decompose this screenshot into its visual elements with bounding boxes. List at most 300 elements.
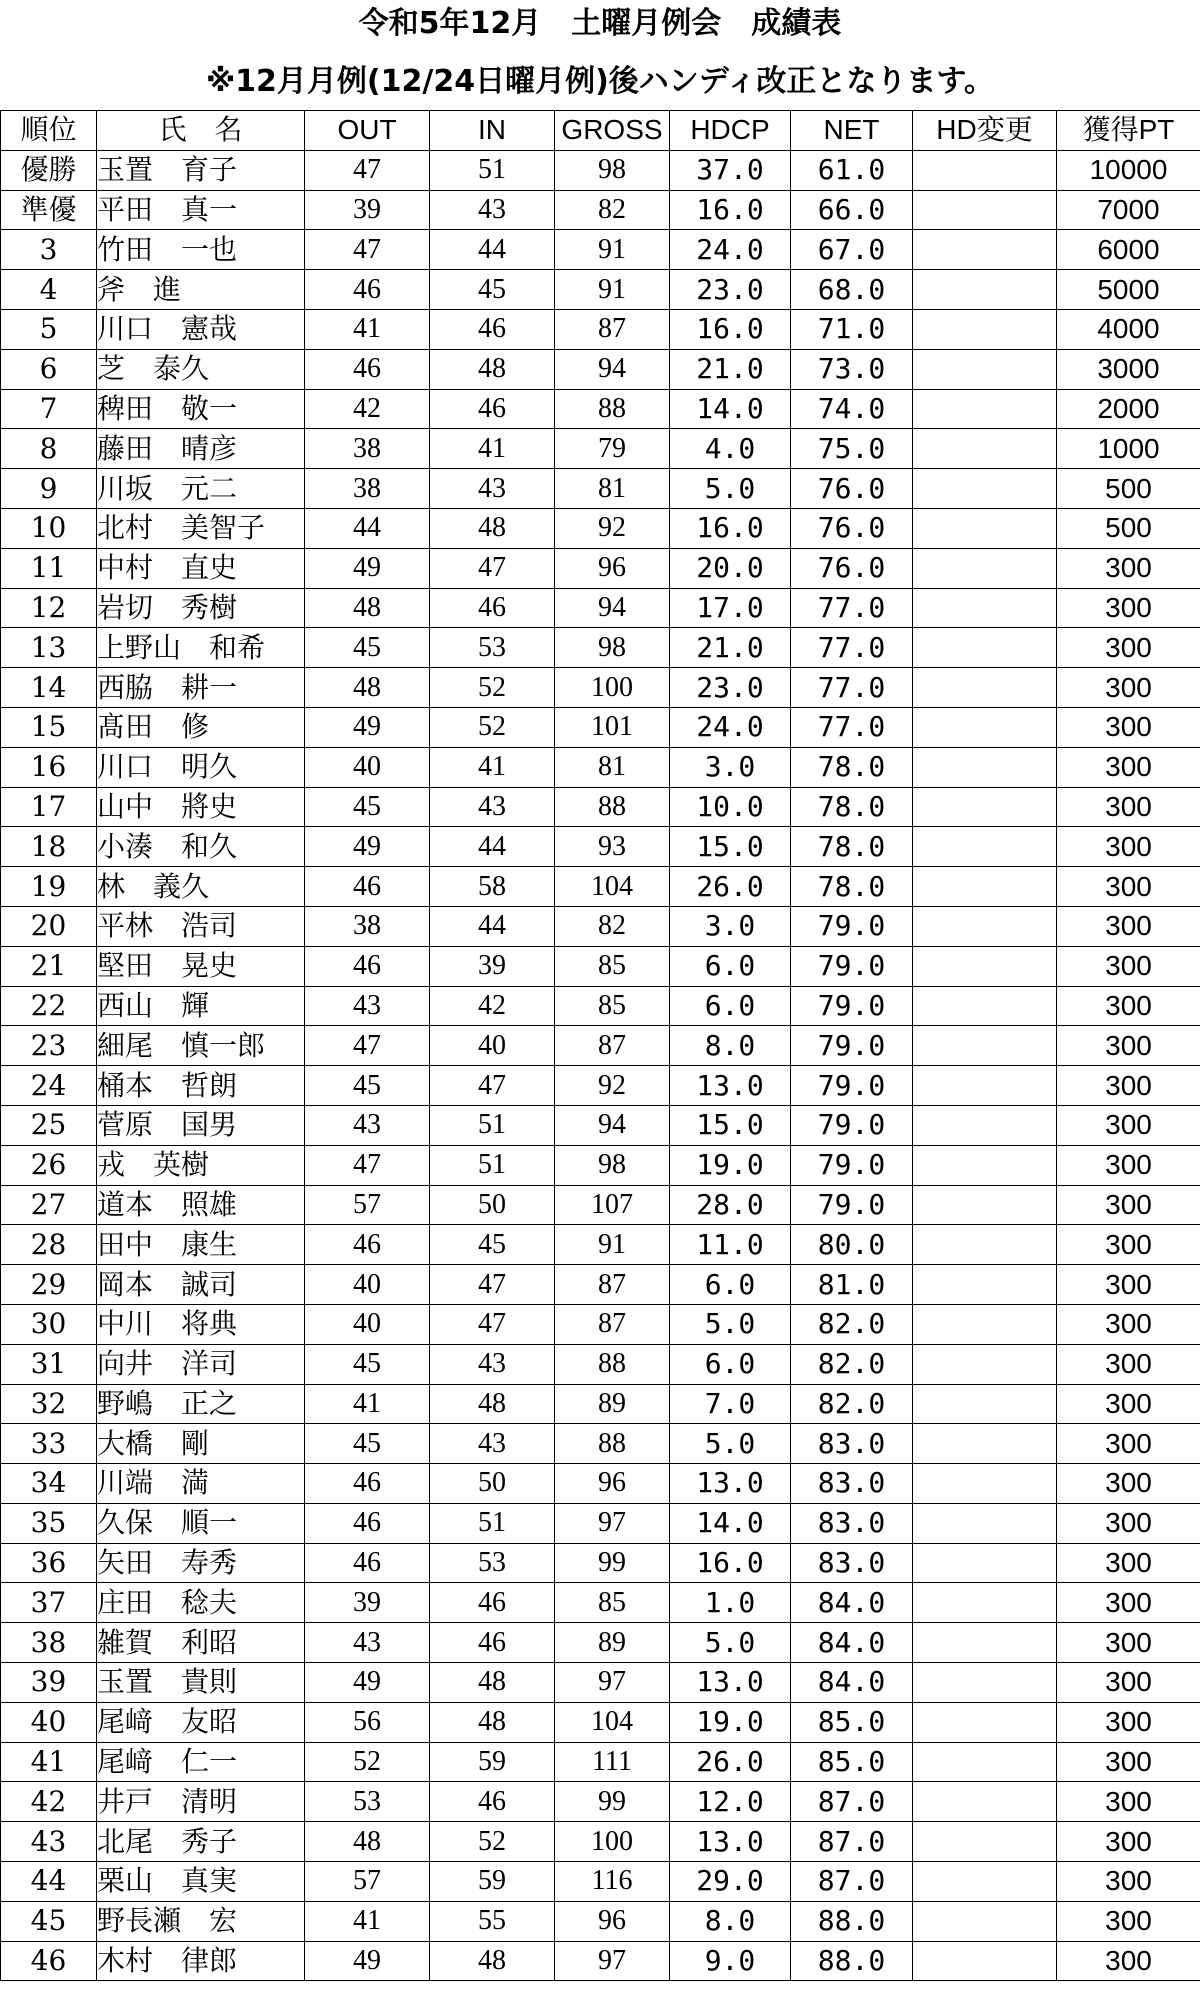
hd-change-cell bbox=[913, 747, 1057, 787]
points-cell: 6000 bbox=[1057, 230, 1200, 270]
table-row bbox=[1, 1265, 1200, 1305]
out-score-cell: 46 bbox=[305, 1543, 430, 1583]
gross-score-cell: 89 bbox=[555, 1384, 670, 1424]
hdcp-cell: 16.0 bbox=[670, 508, 791, 548]
out-score-cell: 44 bbox=[305, 508, 430, 548]
hdcp-cell: 11.0 bbox=[670, 1225, 791, 1265]
net-score-cell: 85.0 bbox=[791, 1702, 913, 1742]
col-header-hdcp: HDCP bbox=[670, 111, 791, 151]
table-row bbox=[1, 469, 1200, 509]
out-score-cell: 41 bbox=[305, 1384, 430, 1424]
rank-cell: 44 bbox=[1, 1862, 97, 1902]
hd-change-cell bbox=[913, 1105, 1057, 1145]
name-cell: 堅田 晃史 bbox=[97, 946, 305, 986]
name-cell: 稗田 敬一 bbox=[97, 389, 305, 429]
gross-score-cell: 94 bbox=[555, 349, 670, 389]
in-score-cell: 48 bbox=[430, 1663, 555, 1703]
rank-cell: 38 bbox=[1, 1623, 97, 1663]
points-cell: 300 bbox=[1057, 1464, 1200, 1504]
out-score-cell: 40 bbox=[305, 747, 430, 787]
name-cell: 竹田 一也 bbox=[97, 230, 305, 270]
net-score-cell: 83.0 bbox=[791, 1464, 913, 1504]
gross-score-cell: 93 bbox=[555, 827, 670, 867]
hd-change-cell bbox=[913, 668, 1057, 708]
gross-score-cell: 100 bbox=[555, 1822, 670, 1862]
name-cell: 道本 照雄 bbox=[97, 1185, 305, 1225]
hd-change-cell bbox=[913, 1782, 1057, 1822]
table-row bbox=[1, 1185, 1200, 1225]
rank-cell: 24 bbox=[1, 1066, 97, 1106]
rank-cell: 11 bbox=[1, 548, 97, 588]
gross-score-cell: 91 bbox=[555, 1225, 670, 1265]
hd-change-cell bbox=[913, 588, 1057, 628]
hdcp-cell: 13.0 bbox=[670, 1663, 791, 1703]
in-score-cell: 42 bbox=[430, 986, 555, 1026]
points-cell: 300 bbox=[1057, 548, 1200, 588]
rank-cell: 41 bbox=[1, 1742, 97, 1782]
out-score-cell: 45 bbox=[305, 1066, 430, 1106]
in-score-cell: 51 bbox=[430, 1145, 555, 1185]
gross-score-cell: 82 bbox=[555, 906, 670, 946]
results-table bbox=[0, 110, 1200, 1981]
net-score-cell: 78.0 bbox=[791, 827, 913, 867]
table-row bbox=[1, 1702, 1200, 1742]
hdcp-cell: 23.0 bbox=[670, 668, 791, 708]
hd-change-cell bbox=[913, 707, 1057, 747]
gross-score-cell: 88 bbox=[555, 787, 670, 827]
net-score-cell: 78.0 bbox=[791, 867, 913, 907]
hd-change-cell bbox=[913, 1941, 1057, 1981]
net-score-cell: 82.0 bbox=[791, 1304, 913, 1344]
hd-change-cell bbox=[913, 1702, 1057, 1742]
hd-change-cell bbox=[913, 548, 1057, 588]
net-score-cell: 71.0 bbox=[791, 309, 913, 349]
table-row bbox=[1, 1344, 1200, 1384]
out-score-cell: 38 bbox=[305, 429, 430, 469]
out-score-cell: 45 bbox=[305, 787, 430, 827]
in-score-cell: 48 bbox=[430, 1941, 555, 1981]
col-header-in: IN bbox=[430, 111, 555, 151]
points-cell: 300 bbox=[1057, 1503, 1200, 1543]
out-score-cell: 43 bbox=[305, 986, 430, 1026]
in-score-cell: 43 bbox=[430, 190, 555, 230]
points-cell: 300 bbox=[1057, 946, 1200, 986]
hdcp-cell: 23.0 bbox=[670, 270, 791, 310]
table-row bbox=[1, 1424, 1200, 1464]
points-cell: 2000 bbox=[1057, 389, 1200, 429]
name-cell: 平林 浩司 bbox=[97, 906, 305, 946]
rank-cell: 46 bbox=[1, 1941, 97, 1981]
rank-cell: 8 bbox=[1, 429, 97, 469]
net-score-cell: 77.0 bbox=[791, 628, 913, 668]
points-cell: 300 bbox=[1057, 1822, 1200, 1862]
points-cell: 300 bbox=[1057, 1742, 1200, 1782]
gross-score-cell: 96 bbox=[555, 1901, 670, 1941]
rank-cell: 25 bbox=[1, 1105, 97, 1145]
gross-score-cell: 87 bbox=[555, 1304, 670, 1344]
rank-cell: 16 bbox=[1, 747, 97, 787]
table-row bbox=[1, 946, 1200, 986]
in-score-cell: 48 bbox=[430, 1702, 555, 1742]
net-score-cell: 83.0 bbox=[791, 1503, 913, 1543]
in-score-cell: 52 bbox=[430, 707, 555, 747]
rank-cell: 優勝 bbox=[1, 150, 97, 190]
hdcp-cell: 28.0 bbox=[670, 1185, 791, 1225]
points-cell: 300 bbox=[1057, 1225, 1200, 1265]
in-score-cell: 43 bbox=[430, 469, 555, 509]
table-row bbox=[1, 349, 1200, 389]
points-cell: 300 bbox=[1057, 906, 1200, 946]
hd-change-cell bbox=[913, 1464, 1057, 1504]
hd-change-cell bbox=[913, 429, 1057, 469]
net-score-cell: 68.0 bbox=[791, 270, 913, 310]
in-score-cell: 47 bbox=[430, 1265, 555, 1305]
out-score-cell: 46 bbox=[305, 1464, 430, 1504]
hd-change-cell bbox=[913, 349, 1057, 389]
out-score-cell: 47 bbox=[305, 1145, 430, 1185]
points-cell: 500 bbox=[1057, 469, 1200, 509]
hd-change-cell bbox=[913, 1185, 1057, 1225]
hd-change-cell bbox=[913, 309, 1057, 349]
gross-score-cell: 88 bbox=[555, 1344, 670, 1384]
rank-cell: 3 bbox=[1, 230, 97, 270]
table-row bbox=[1, 270, 1200, 310]
table-row bbox=[1, 150, 1200, 190]
net-score-cell: 67.0 bbox=[791, 230, 913, 270]
name-cell: 井戸 清明 bbox=[97, 1782, 305, 1822]
gross-score-cell: 89 bbox=[555, 1623, 670, 1663]
net-score-cell: 76.0 bbox=[791, 508, 913, 548]
table-row bbox=[1, 309, 1200, 349]
hdcp-cell: 14.0 bbox=[670, 389, 791, 429]
net-score-cell: 79.0 bbox=[791, 946, 913, 986]
name-cell: 斧 進 bbox=[97, 270, 305, 310]
hdcp-cell: 16.0 bbox=[670, 309, 791, 349]
in-score-cell: 44 bbox=[430, 906, 555, 946]
table-row bbox=[1, 1623, 1200, 1663]
out-score-cell: 45 bbox=[305, 1344, 430, 1384]
in-score-cell: 59 bbox=[430, 1742, 555, 1782]
in-score-cell: 40 bbox=[430, 1026, 555, 1066]
net-score-cell: 79.0 bbox=[791, 1105, 913, 1145]
points-cell: 300 bbox=[1057, 827, 1200, 867]
points-cell: 300 bbox=[1057, 1702, 1200, 1742]
net-score-cell: 85.0 bbox=[791, 1742, 913, 1782]
col-header-net: NET bbox=[791, 111, 913, 151]
hdcp-cell: 16.0 bbox=[670, 190, 791, 230]
table-row bbox=[1, 827, 1200, 867]
net-score-cell: 88.0 bbox=[791, 1901, 913, 1941]
rank-cell: 13 bbox=[1, 628, 97, 668]
out-score-cell: 49 bbox=[305, 827, 430, 867]
points-cell: 10000 bbox=[1057, 150, 1200, 190]
net-score-cell: 73.0 bbox=[791, 349, 913, 389]
hdcp-cell: 6.0 bbox=[670, 946, 791, 986]
net-score-cell: 77.0 bbox=[791, 668, 913, 708]
name-cell: 岩切 秀樹 bbox=[97, 588, 305, 628]
points-cell: 300 bbox=[1057, 1145, 1200, 1185]
rank-cell: 35 bbox=[1, 1503, 97, 1543]
net-score-cell: 76.0 bbox=[791, 548, 913, 588]
hdcp-cell: 14.0 bbox=[670, 1503, 791, 1543]
name-cell: 芝 泰久 bbox=[97, 349, 305, 389]
name-cell: 野長瀬 宏 bbox=[97, 1901, 305, 1941]
table-row bbox=[1, 588, 1200, 628]
points-cell: 300 bbox=[1057, 668, 1200, 708]
name-cell: 戎 英樹 bbox=[97, 1145, 305, 1185]
name-cell: 髙田 修 bbox=[97, 707, 305, 747]
name-cell: 林 義久 bbox=[97, 867, 305, 907]
name-cell: 細尾 慎一郎 bbox=[97, 1026, 305, 1066]
points-cell: 300 bbox=[1057, 1384, 1200, 1424]
out-score-cell: 48 bbox=[305, 668, 430, 708]
gross-score-cell: 98 bbox=[555, 1145, 670, 1185]
out-score-cell: 40 bbox=[305, 1304, 430, 1344]
out-score-cell: 49 bbox=[305, 707, 430, 747]
points-cell: 300 bbox=[1057, 1265, 1200, 1305]
out-score-cell: 40 bbox=[305, 1265, 430, 1305]
points-cell: 300 bbox=[1057, 1901, 1200, 1941]
gross-score-cell: 94 bbox=[555, 1105, 670, 1145]
out-score-cell: 46 bbox=[305, 1225, 430, 1265]
name-cell: 西脇 耕一 bbox=[97, 668, 305, 708]
in-score-cell: 44 bbox=[430, 230, 555, 270]
in-score-cell: 39 bbox=[430, 946, 555, 986]
name-cell: 平田 真一 bbox=[97, 190, 305, 230]
table-row bbox=[1, 1464, 1200, 1504]
rank-cell: 5 bbox=[1, 309, 97, 349]
net-score-cell: 82.0 bbox=[791, 1344, 913, 1384]
gross-score-cell: 85 bbox=[555, 1583, 670, 1623]
table-row bbox=[1, 1145, 1200, 1185]
table-row bbox=[1, 1225, 1200, 1265]
gross-score-cell: 97 bbox=[555, 1503, 670, 1543]
out-score-cell: 38 bbox=[305, 469, 430, 509]
gross-score-cell: 96 bbox=[555, 548, 670, 588]
hdcp-cell: 26.0 bbox=[670, 867, 791, 907]
in-score-cell: 44 bbox=[430, 827, 555, 867]
net-score-cell: 84.0 bbox=[791, 1663, 913, 1703]
points-cell: 300 bbox=[1057, 867, 1200, 907]
table-row bbox=[1, 429, 1200, 469]
rank-cell: 34 bbox=[1, 1464, 97, 1504]
in-score-cell: 46 bbox=[430, 1583, 555, 1623]
name-cell: 小湊 和久 bbox=[97, 827, 305, 867]
name-cell: 藤田 晴彦 bbox=[97, 429, 305, 469]
gross-score-cell: 81 bbox=[555, 469, 670, 509]
points-cell: 300 bbox=[1057, 1583, 1200, 1623]
in-score-cell: 53 bbox=[430, 628, 555, 668]
rank-cell: 21 bbox=[1, 946, 97, 986]
points-cell: 5000 bbox=[1057, 270, 1200, 310]
out-score-cell: 46 bbox=[305, 867, 430, 907]
in-score-cell: 41 bbox=[430, 747, 555, 787]
net-score-cell: 87.0 bbox=[791, 1822, 913, 1862]
net-score-cell: 79.0 bbox=[791, 1026, 913, 1066]
hdcp-cell: 24.0 bbox=[670, 230, 791, 270]
rank-cell: 12 bbox=[1, 588, 97, 628]
hd-change-cell bbox=[913, 190, 1057, 230]
rank-cell: 32 bbox=[1, 1384, 97, 1424]
hdcp-cell: 19.0 bbox=[670, 1145, 791, 1185]
hdcp-cell: 6.0 bbox=[670, 1265, 791, 1305]
hd-change-cell bbox=[913, 1026, 1057, 1066]
gross-score-cell: 104 bbox=[555, 867, 670, 907]
net-score-cell: 79.0 bbox=[791, 1185, 913, 1225]
out-score-cell: 57 bbox=[305, 1185, 430, 1225]
out-score-cell: 47 bbox=[305, 1026, 430, 1066]
hdcp-cell: 20.0 bbox=[670, 548, 791, 588]
points-cell: 300 bbox=[1057, 588, 1200, 628]
name-cell: 庄田 稔夫 bbox=[97, 1583, 305, 1623]
out-score-cell: 46 bbox=[305, 1503, 430, 1543]
rank-cell: 31 bbox=[1, 1344, 97, 1384]
table-row bbox=[1, 1663, 1200, 1703]
gross-score-cell: 97 bbox=[555, 1663, 670, 1703]
gross-score-cell: 87 bbox=[555, 1026, 670, 1066]
name-cell: 栗山 真実 bbox=[97, 1862, 305, 1902]
hdcp-cell: 7.0 bbox=[670, 1384, 791, 1424]
gross-score-cell: 107 bbox=[555, 1185, 670, 1225]
hdcp-cell: 13.0 bbox=[670, 1066, 791, 1106]
gross-score-cell: 87 bbox=[555, 309, 670, 349]
gross-score-cell: 99 bbox=[555, 1543, 670, 1583]
gross-score-cell: 88 bbox=[555, 389, 670, 429]
hd-change-cell bbox=[913, 1862, 1057, 1902]
name-cell: 田中 康生 bbox=[97, 1225, 305, 1265]
header-row bbox=[1, 111, 1200, 151]
hd-change-cell bbox=[913, 1623, 1057, 1663]
name-cell: 向井 洋司 bbox=[97, 1344, 305, 1384]
col-header-rank: 順位 bbox=[1, 111, 97, 151]
net-score-cell: 80.0 bbox=[791, 1225, 913, 1265]
gross-score-cell: 82 bbox=[555, 190, 670, 230]
rank-cell: 9 bbox=[1, 469, 97, 509]
out-score-cell: 57 bbox=[305, 1862, 430, 1902]
rank-cell: 6 bbox=[1, 349, 97, 389]
net-score-cell: 82.0 bbox=[791, 1384, 913, 1424]
points-cell: 1000 bbox=[1057, 429, 1200, 469]
hdcp-cell: 21.0 bbox=[670, 349, 791, 389]
table-row bbox=[1, 548, 1200, 588]
hd-change-cell bbox=[913, 1663, 1057, 1703]
rank-cell: 10 bbox=[1, 508, 97, 548]
in-score-cell: 46 bbox=[430, 1782, 555, 1822]
name-cell: 川口 明久 bbox=[97, 747, 305, 787]
net-score-cell: 88.0 bbox=[791, 1941, 913, 1981]
table-row bbox=[1, 668, 1200, 708]
rank-cell: 4 bbox=[1, 270, 97, 310]
hdcp-cell: 3.0 bbox=[670, 906, 791, 946]
hdcp-cell: 5.0 bbox=[670, 469, 791, 509]
name-cell: 大橋 剛 bbox=[97, 1424, 305, 1464]
out-score-cell: 53 bbox=[305, 1782, 430, 1822]
hd-change-cell bbox=[913, 1066, 1057, 1106]
in-score-cell: 55 bbox=[430, 1901, 555, 1941]
net-score-cell: 78.0 bbox=[791, 787, 913, 827]
gross-score-cell: 98 bbox=[555, 150, 670, 190]
hd-change-cell bbox=[913, 827, 1057, 867]
table-row bbox=[1, 986, 1200, 1026]
hdcp-cell: 6.0 bbox=[670, 986, 791, 1026]
hdcp-cell: 19.0 bbox=[670, 1702, 791, 1742]
hd-change-cell bbox=[913, 867, 1057, 907]
hd-change-cell bbox=[913, 1304, 1057, 1344]
rank-cell: 40 bbox=[1, 1702, 97, 1742]
net-score-cell: 79.0 bbox=[791, 1066, 913, 1106]
points-cell: 300 bbox=[1057, 1026, 1200, 1066]
points-cell: 300 bbox=[1057, 1543, 1200, 1583]
gross-score-cell: 88 bbox=[555, 1424, 670, 1464]
name-cell: 雑賀 利昭 bbox=[97, 1623, 305, 1663]
table-row bbox=[1, 1304, 1200, 1344]
in-score-cell: 51 bbox=[430, 1503, 555, 1543]
out-score-cell: 49 bbox=[305, 1663, 430, 1703]
name-cell: 木村 律郎 bbox=[97, 1941, 305, 1981]
out-score-cell: 46 bbox=[305, 349, 430, 389]
col-header-out: OUT bbox=[305, 111, 430, 151]
hdcp-cell: 13.0 bbox=[670, 1822, 791, 1862]
table-row bbox=[1, 628, 1200, 668]
name-cell: 上野山 和希 bbox=[97, 628, 305, 668]
in-score-cell: 58 bbox=[430, 867, 555, 907]
gross-score-cell: 91 bbox=[555, 230, 670, 270]
rank-cell: 17 bbox=[1, 787, 97, 827]
out-score-cell: 52 bbox=[305, 1742, 430, 1782]
net-score-cell: 87.0 bbox=[791, 1782, 913, 1822]
gross-score-cell: 79 bbox=[555, 429, 670, 469]
hdcp-cell: 1.0 bbox=[670, 1583, 791, 1623]
table-header bbox=[1, 111, 1200, 151]
net-score-cell: 61.0 bbox=[791, 150, 913, 190]
name-cell: 川口 憲哉 bbox=[97, 309, 305, 349]
in-score-cell: 46 bbox=[430, 588, 555, 628]
name-cell: 玉置 貴則 bbox=[97, 1663, 305, 1703]
out-score-cell: 49 bbox=[305, 1941, 430, 1981]
rank-cell: 37 bbox=[1, 1583, 97, 1623]
out-score-cell: 43 bbox=[305, 1623, 430, 1663]
hd-change-cell bbox=[913, 1901, 1057, 1941]
table-row bbox=[1, 787, 1200, 827]
in-score-cell: 46 bbox=[430, 389, 555, 429]
hdcp-cell: 13.0 bbox=[670, 1464, 791, 1504]
net-score-cell: 77.0 bbox=[791, 707, 913, 747]
table-row bbox=[1, 747, 1200, 787]
out-score-cell: 46 bbox=[305, 270, 430, 310]
in-score-cell: 50 bbox=[430, 1464, 555, 1504]
name-cell: 中川 将典 bbox=[97, 1304, 305, 1344]
table-row bbox=[1, 1742, 1200, 1782]
table-row bbox=[1, 1066, 1200, 1106]
net-score-cell: 79.0 bbox=[791, 906, 913, 946]
table-row bbox=[1, 230, 1200, 270]
gross-score-cell: 85 bbox=[555, 986, 670, 1026]
gross-score-cell: 100 bbox=[555, 668, 670, 708]
points-cell: 300 bbox=[1057, 1623, 1200, 1663]
hd-change-cell bbox=[913, 1265, 1057, 1305]
table-row bbox=[1, 1543, 1200, 1583]
in-score-cell: 43 bbox=[430, 1344, 555, 1384]
rank-cell: 15 bbox=[1, 707, 97, 747]
net-score-cell: 84.0 bbox=[791, 1623, 913, 1663]
net-score-cell: 79.0 bbox=[791, 986, 913, 1026]
gross-score-cell: 96 bbox=[555, 1464, 670, 1504]
name-cell: 川端 満 bbox=[97, 1464, 305, 1504]
hd-change-cell bbox=[913, 1822, 1057, 1862]
net-score-cell: 81.0 bbox=[791, 1265, 913, 1305]
gross-score-cell: 104 bbox=[555, 1702, 670, 1742]
hd-change-cell bbox=[913, 1424, 1057, 1464]
